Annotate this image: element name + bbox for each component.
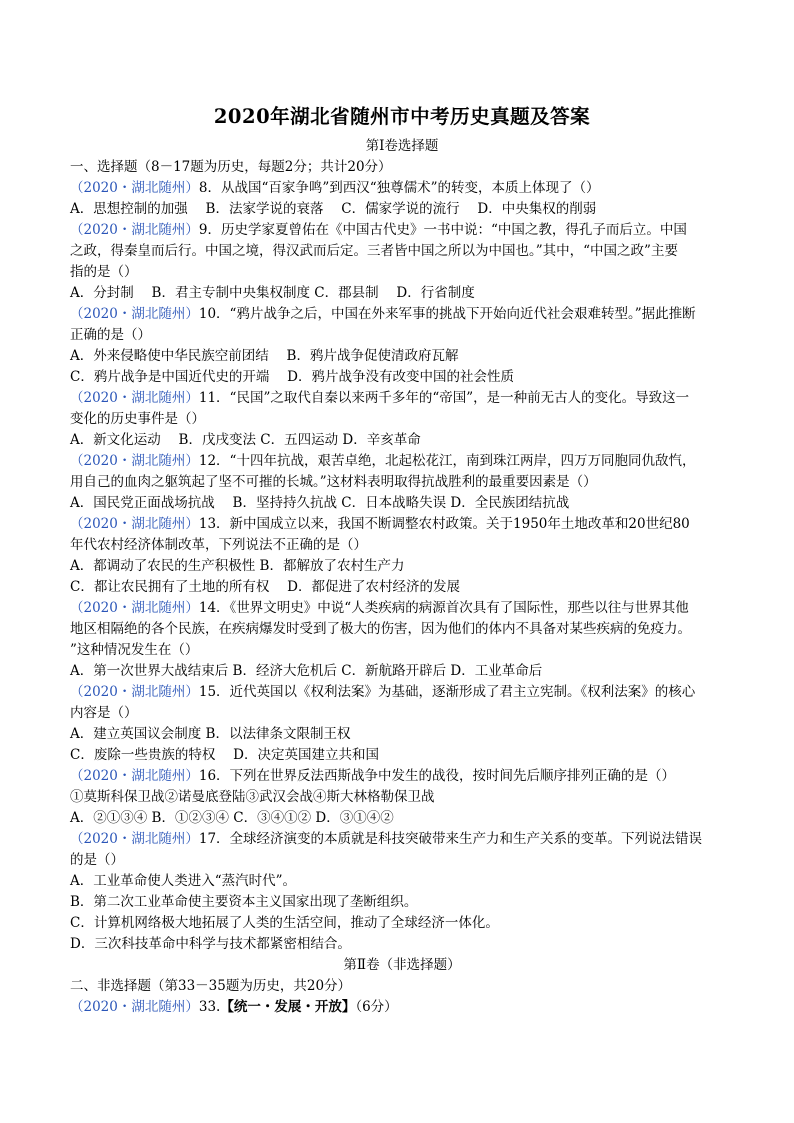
question-17-option-a: A．工业革命使人类进入“蒸汽时代”。 — [70, 873, 297, 889]
question-15-options-1: A．建立英国议会制度 B．以法律条文限制王权 — [70, 726, 351, 742]
question-9-options: A．分封制 B．君主专制中央集权制度 C．郡县制 D．行省制度 — [70, 285, 475, 301]
question-12-options: A．国民党正面战场抗战 B．坚持持久抗战 C．日本战略失误 D．全民族团结抗战 — [70, 495, 570, 511]
question-topic: 【统一・发展・开放】 — [220, 999, 356, 1015]
question-13-options-1: A．都调动了农民的生产积极性 B．都解放了农村生产力 — [70, 558, 405, 574]
question-13 — [70, 514, 734, 535]
question-16-options: A．②①③④ B．①②③④ C．③④①② D．③①④② — [70, 810, 394, 826]
question-score: （6分） — [355, 999, 398, 1015]
part1-title: 第Ⅰ卷选择题 — [365, 138, 439, 154]
question-14-options: A．第一次世界大战结束后 B．经济大危机后 C．新航路开辟后 D．工业革命后 — [70, 663, 543, 679]
question-10 — [70, 304, 734, 325]
source-tag: （2020・湖北随州） — [70, 768, 199, 784]
question-stem: 16．下列在世界反法西斯战争中发生的战役，按时间先后顺序排列正确的是（） — [198, 768, 676, 784]
question-stem: 14．《世界文明史》中说“人类疾病的病源首次具有了国际性，那些以往与世界其他 — [198, 600, 689, 616]
source-tag: （2020・湖北随州） — [70, 516, 199, 532]
question-15 — [70, 682, 734, 703]
question-15-stem-2: 内容是（） — [70, 705, 138, 721]
source-tag: （2020・湖北随州） — [70, 180, 199, 196]
question-33 — [70, 997, 734, 1018]
question-stem: 10．“鸦片战争之后，中国在外来军事的挑战下开始向近代社会艰难转型。”据此推断 — [198, 306, 696, 322]
question-stem: 12．“十四年抗战，艰苦卓绝，北起松花江，南到珠江两岸，四万万同胞同仇敌忾， — [198, 453, 696, 469]
question-stem: 15．近代英国以《权利法案》为基础，逐渐形成了君主立宪制。《权利法案》的核心 — [198, 684, 696, 700]
part2-title: 第Ⅱ卷（非选择题） — [343, 957, 461, 973]
source-tag: （2020・湖北随州） — [70, 831, 199, 847]
question-10-options-2: C．鸦片战争是中国近代史的开端 D．鸦片战争没有改变中国的社会性质 — [70, 369, 514, 385]
section2-header: 二、非选择题（第33－35题为历史，共20分） — [70, 978, 352, 994]
question-stem: 11．“民国”之取代自秦以来两千多年的“帝国”，是一种前无古人的变化。导致这一 — [198, 390, 690, 406]
question-14-stem-3: ”这种情况发生在（） — [70, 642, 199, 658]
question-15-options-2: C．废除一些贵族的特权 D．决定英国建立共和国 — [70, 747, 379, 763]
question-11-options: A．新文化运动 B．戊戌变法 C．五四运动 D．辛亥革命 — [70, 432, 421, 448]
question-16 — [70, 766, 734, 787]
question-16-stem-2: ①莫斯科保卫战②诺曼底登陆③武汉会战④斯大林格勒保卫战 — [70, 789, 435, 805]
question-10-stem-2: 正确的是（） — [70, 327, 151, 343]
question-9-stem-3: 指的是（） — [70, 264, 138, 280]
question-8-options: A．思想控制的加强 B．法家学说的衰落 C．儒家学说的流行 D．中央集权的削弱 — [70, 201, 597, 217]
source-tag: （2020・湖北随州） — [70, 453, 199, 469]
section1-header: 一、选择题（8－17题为历史，每题2分；共计20分） — [70, 159, 392, 175]
source-tag: （2020・湖北随州） — [70, 684, 199, 700]
question-number: 33. — [198, 999, 221, 1015]
question-9 — [70, 220, 734, 241]
question-10-options-1: A．外来侵略使中华民族空前团结 B．鸦片战争促使清政府瓦解 — [70, 348, 459, 364]
question-8 — [70, 178, 734, 199]
question-stem: 13．新中国成立以来，我国不断调整农村政策。关于1950年土地改革和20世纪80 — [198, 516, 690, 532]
question-17-option-b: B．第二次工业革命使主要资本主义国家出现了垄断组织。 — [70, 894, 418, 910]
question-14-stem-2: 地区相隔绝的各个民族，在疾病爆发时受到了极大的伤害，因为他们的体内不具备对某些疾病的免疫力。 — [70, 621, 691, 637]
question-11-stem-2: 变化的历史事件是（） — [70, 411, 205, 427]
question-13-stem-2: 年代农村经济体制改革，下列说法不正确的是（） — [70, 537, 367, 553]
question-17-stem-2: 的是（） — [70, 852, 124, 868]
question-stem: 17．全球经济演变的本质就是科技突破带来生产力和生产关系的变革。下列说法错误 — [198, 831, 703, 847]
question-12 — [70, 451, 734, 472]
question-12-stem-2: 用自己的血肉之躯筑起了坚不可摧的长城。”这材料表明取得抗战胜利的最重要因素是（） — [70, 474, 597, 490]
source-tag: （2020・湖北随州） — [70, 390, 199, 406]
source-tag: （2020・湖北随州） — [70, 999, 199, 1015]
question-stem: 9．历史学家夏曾佑在《中国古代史》一书中说：“中国之教，得孔子而后立。中国 — [198, 222, 687, 238]
question-14 — [70, 598, 734, 619]
source-tag: （2020・湖北随州） — [70, 306, 199, 322]
question-11 — [70, 388, 734, 409]
question-17-option-d: D．三次科技革命中科学与技术都紧密相结合。 — [70, 936, 351, 952]
document-title: 2020年湖北省随州市中考历史真题及答案 — [213, 105, 591, 128]
question-13-options-2: C．都让农民拥有了土地的所有权 D．都促进了农村经济的发展 — [70, 579, 460, 595]
question-9-stem-2: 之政，得秦皇而后行。中国之境，得汉武而后定。三者皆中国之所以为中国也。”其中，“中国之政”主要 — [70, 243, 678, 259]
source-tag: （2020・湖北随州） — [70, 222, 199, 238]
source-tag: （2020・湖北随州） — [70, 600, 199, 616]
question-stem: 8．从战国“百家争鸣”到西汉“独尊儒术”的转变，本质上体现了（） — [198, 180, 600, 196]
question-17 — [70, 829, 734, 850]
question-17-option-c: C．计算机网络极大地拓展了人类的生活空间，推动了全球经济一体化。 — [70, 915, 499, 931]
